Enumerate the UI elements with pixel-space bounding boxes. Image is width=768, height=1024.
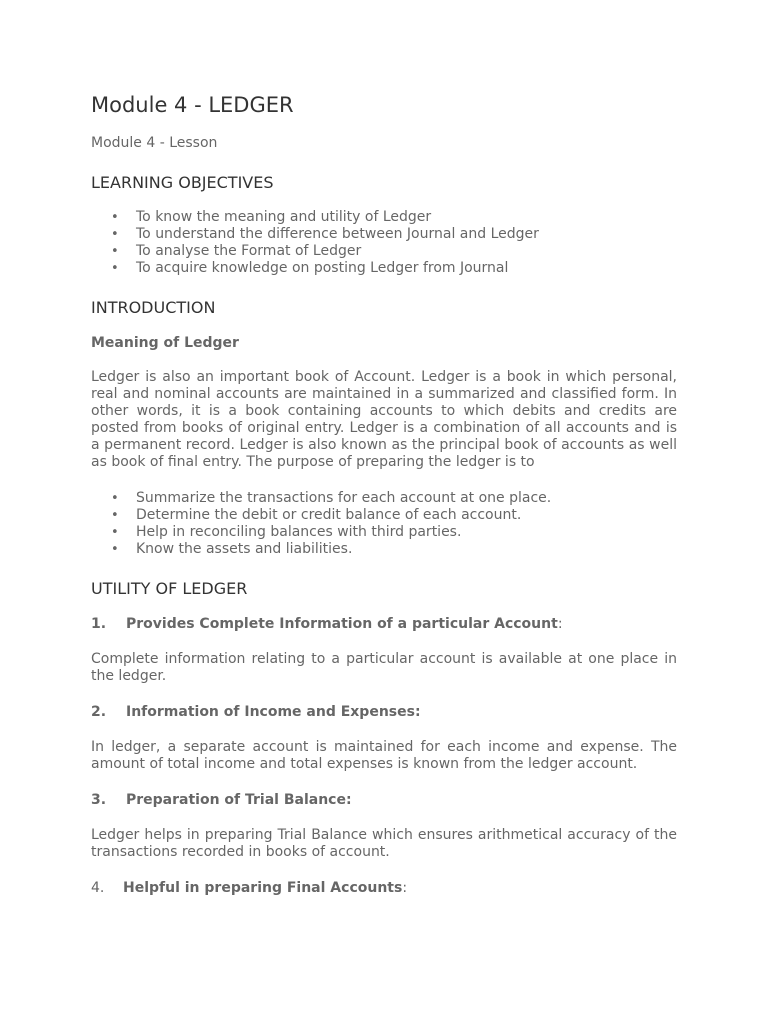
list-item-text: Summarize the transactions for each account at one place. xyxy=(136,490,552,506)
purpose-list xyxy=(91,490,677,558)
item-number: 4. xyxy=(91,880,105,896)
introduction-heading: INTRODUCTION xyxy=(91,298,216,317)
list-item xyxy=(91,524,677,541)
bullet-icon: • xyxy=(111,525,119,540)
list-item xyxy=(91,260,677,277)
utility-item-text: In ledger, a separate account is maintained for each income and expense. The amount of total income and total expenses is known from the ledger account. xyxy=(91,739,677,772)
item-number: 2. xyxy=(91,704,107,720)
list-item xyxy=(91,541,677,558)
item-suffix: : xyxy=(402,880,408,896)
list-item xyxy=(91,507,677,524)
objectives-heading: LEARNING OBJECTIVES xyxy=(91,173,274,192)
bullet-icon: • xyxy=(111,227,119,242)
item-number: 3. xyxy=(91,792,107,808)
bullet-icon: • xyxy=(111,542,119,557)
bullet-icon: • xyxy=(111,508,119,523)
utility-item-text: Complete information relating to a particular account is available at one place in the ledger. xyxy=(91,651,677,684)
introduction-paragraph: Ledger is also an important book of Account. Ledger is a book in which personal, real and nominal accounts are maintained in a summarized and classified form. In other words, it is a book containing accounts to which debits and credits are posted from books of original entry. Ledger is a combination of all accounts and is a permanent record. Ledger is also known as the principal book of accounts as well as book of final entry. The purpose of preparing the ledger is to xyxy=(91,369,677,470)
page-subtitle: Module 4 - Lesson xyxy=(91,135,218,151)
list-item-text: To acquire knowledge on posting Ledger from Journal xyxy=(136,260,509,276)
list-item-text: Know the assets and liabilities. xyxy=(136,541,353,557)
objectives-list xyxy=(91,209,677,277)
document-page xyxy=(91,88,677,897)
list-item xyxy=(91,226,677,243)
utility-item-heading xyxy=(91,615,677,633)
list-item-text: To analyse the Format of Ledger xyxy=(136,243,362,259)
list-item-text: Help in reconciling balances with third parties. xyxy=(136,524,462,540)
item-title: Provides Complete Information of a particular Account xyxy=(126,616,558,632)
list-item xyxy=(91,243,677,260)
list-item xyxy=(91,490,677,507)
bullet-icon: • xyxy=(111,244,119,259)
bullet-icon: • xyxy=(111,210,119,225)
list-item-text: To know the meaning and utility of Ledger xyxy=(136,209,432,225)
list-item-text: Determine the debit or credit balance of each account. xyxy=(136,507,522,523)
page-title: Module 4 - LEDGER xyxy=(91,93,294,117)
item-number: 1. xyxy=(91,616,107,632)
item-title: Preparation of Trial Balance: xyxy=(126,792,352,808)
utility-heading: UTILITY OF LEDGER xyxy=(91,579,248,598)
utility-item-heading xyxy=(91,879,677,897)
utility-item-heading xyxy=(91,703,677,721)
utility-item-text: Ledger helps in preparing Trial Balance which ensures arithmetical accuracy of the transactions recorded in books of account. xyxy=(91,827,677,860)
bullet-icon: • xyxy=(111,261,119,276)
item-suffix: : xyxy=(557,616,563,632)
bullet-icon: • xyxy=(111,491,119,506)
item-title: Information of Income and Expenses: xyxy=(126,704,421,720)
utility-item-heading xyxy=(91,791,677,809)
list-item-text: To understand the difference between Journal and Ledger xyxy=(136,226,539,242)
meaning-subheading: Meaning of Ledger xyxy=(91,335,239,351)
list-item xyxy=(91,209,677,226)
item-title: Helpful in preparing Final Accounts xyxy=(123,880,403,896)
